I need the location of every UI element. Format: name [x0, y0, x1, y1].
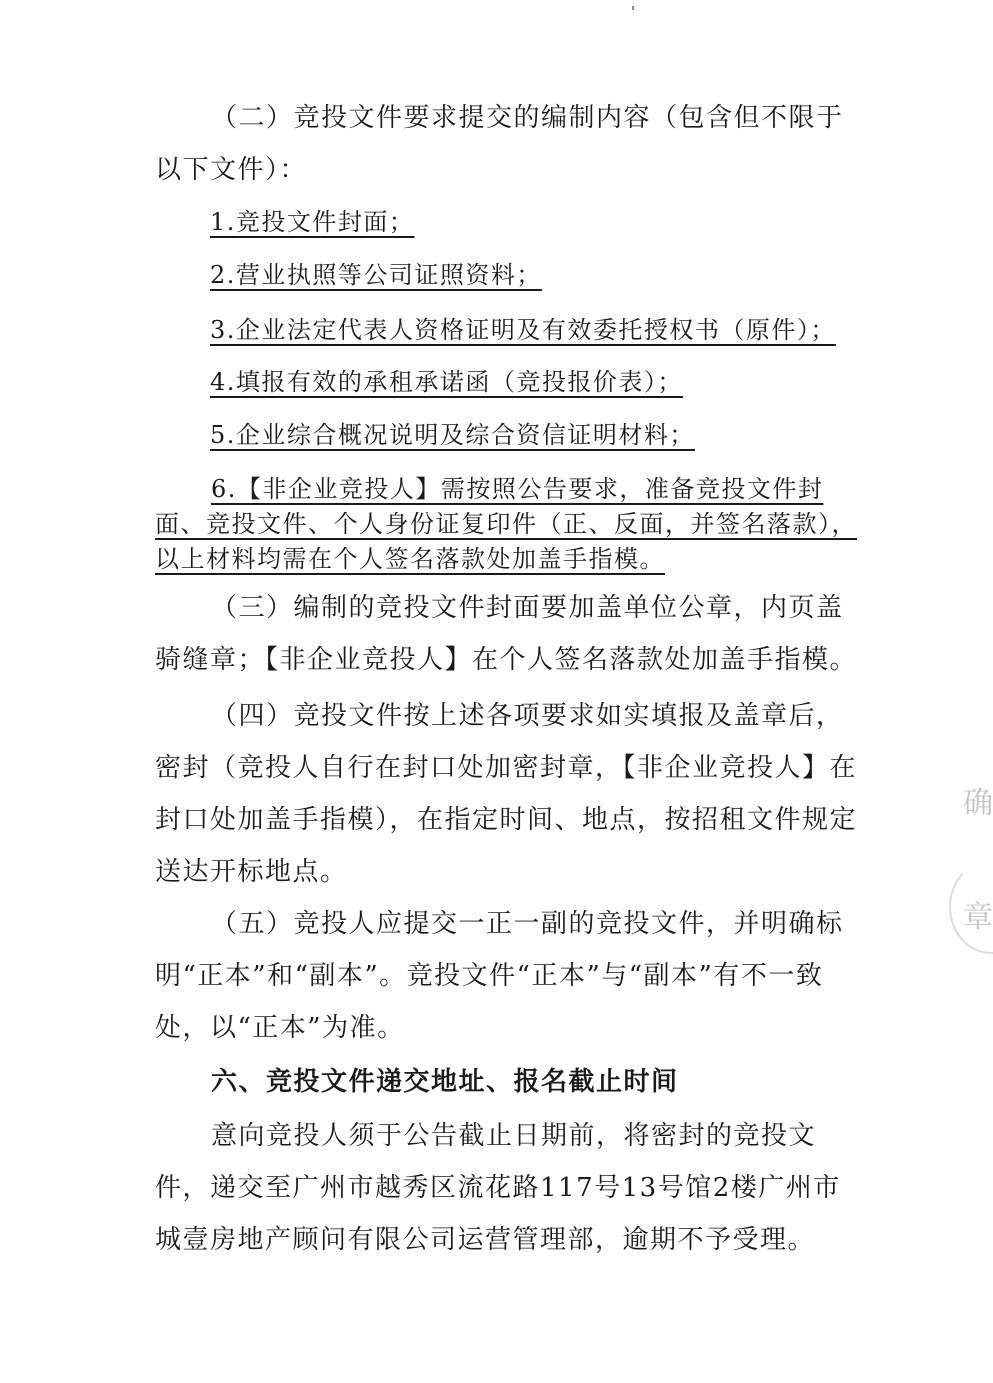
scan-mark — [632, 6, 634, 10]
list-item-6: 6.【非企业竞投人】需按照公告要求，准备竞投文件封面、竞投文件、个人身份证复印件（正、反面，并签名落款），以上材料均需在个人签名落款处加盖手指模。 — [155, 475, 857, 573]
section-6-body: 意向竞投人须于公告截止日期前，将密封的竞投文件，递交至广州市越秀区流花路117号13号馆2楼广州市城壹房地产顾问有限公司运营管理部，逾期不予受理。 — [155, 1121, 841, 1255]
section-2-intro: （二）竞投文件要求提交的编制内容（包含但不限于以下文件）： — [155, 103, 844, 185]
seal-arc — [949, 860, 993, 954]
list-item-2: 2.营业执照等公司证照资料； — [210, 261, 542, 289]
section-5: （五）竞投人应提交一正一副的竞投文件，并明确标明“正本”和“副本”。竞投文件“正本”与“副本”有不一致处，以“正本”为准。 — [155, 909, 844, 1043]
section-4: （四）竞投文件按上述各项要求如实填报及盖章后，密封（竞投人自行在封口处加密封章，【非企业竞投人】在封口处加盖手指模），在指定时间、地点，按招租文件规定送达开标地点。 — [155, 701, 858, 887]
list-item-4: 4.填报有效的承租承诺函（竞投报价表）； — [210, 368, 683, 396]
list-item-3: 3.企业法定代表人资格证明及有效委托授权书（原件）； — [210, 316, 836, 344]
list-item-1: 1.竞投文件封面； — [210, 208, 415, 236]
seal-fragment-upper: 确 — [963, 786, 993, 821]
section-3: （三）编制的竞投文件封面要加盖单位公章，内页盖骑缝章；【非企业竞投人】在个人签名落款处加盖手指模。 — [155, 593, 858, 675]
list-item-5: 5.企业综合概况说明及综合资信证明材料； — [210, 421, 695, 449]
section-6-heading: 六、竞投文件递交地址、报名截止时间 — [211, 1067, 679, 1097]
seal-fragment-lower: 章 — [963, 900, 993, 935]
